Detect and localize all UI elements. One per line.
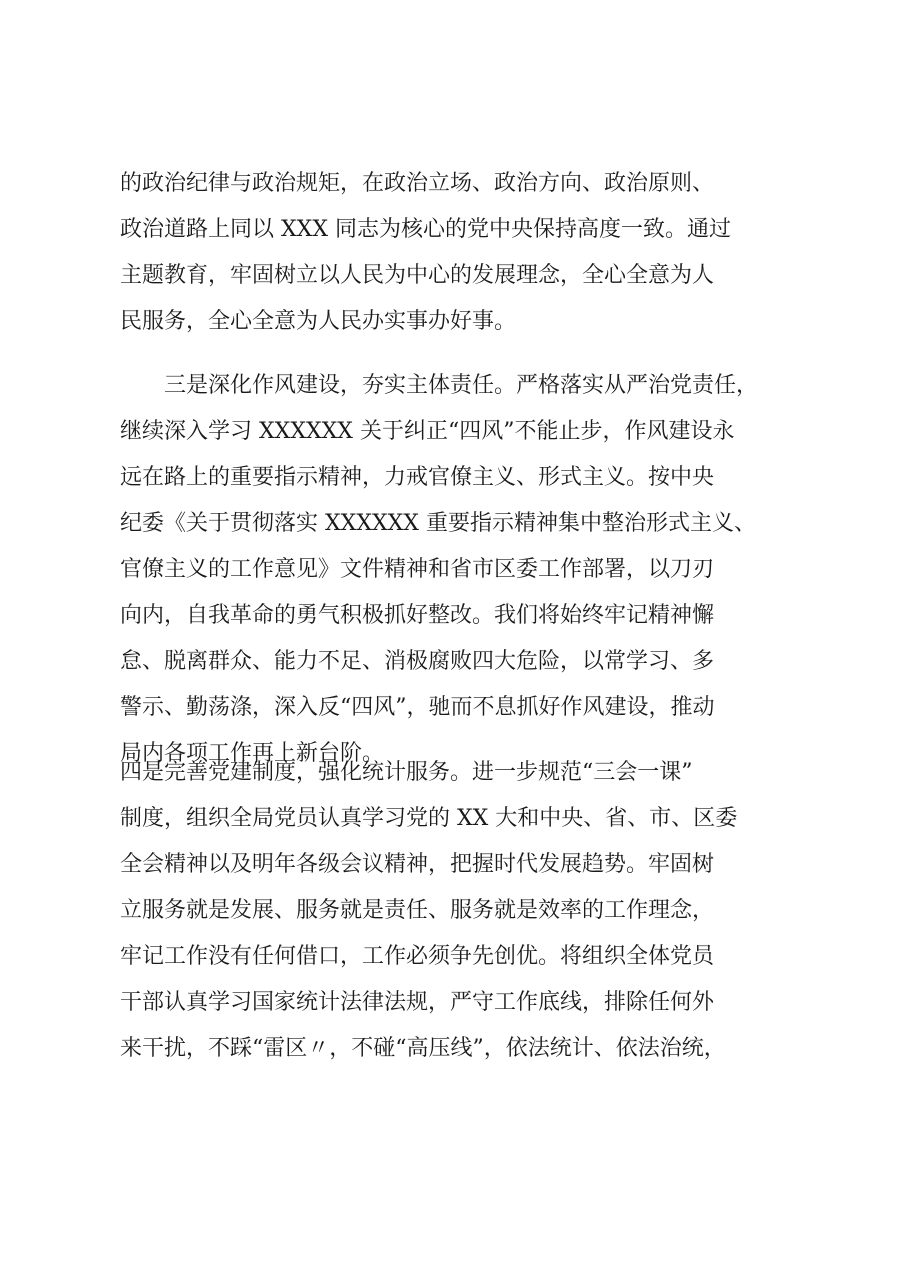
paragraph-2 [120,363,810,777]
paragraph-line: 干部认真学习国家统计法律法规，严守工作底线，排除任何外 [120,990,715,1015]
paragraph-line: 民服务，全心全意为人民办实事办好事。 [120,309,517,334]
paragraph-line: 的政治纪律与政治规矩，在政治立场、政治方向、政治原则、 [120,171,715,196]
paragraph-line: 三是深化作风建设，夯实主体责任。严格落实从严治党责任， [164,373,759,398]
paragraph-line: 怠、脱离群众、能力不足、消极腐败四大危险，以常学习、多 [120,649,715,674]
paragraph-line: 全会精神以及明年各级会议精神，把握时代发展趋势。牢固树 [120,852,715,877]
paragraph-line: 来干扰，不踩“雷区〃，不碰“高压线”，依法统计、依法治统， [120,1036,726,1061]
paragraph-line: 继续深入学习 XXXXXX 关于纠正“四风”不能止步，作风建设永 [120,419,735,444]
paragraph-1 [120,161,810,345]
paragraph-line: 警示、勤荡涤，深入反“四风”，驰而不息抓好作风建设，推动 [120,695,715,720]
paragraph-line: 纪委《关于贯彻落实 XXXXXX 重要指示精神集中整治形式主义、 [120,511,756,536]
paragraph-line: 主题教育，牢固树立以人民为中心的发展理念，全心全意为人 [120,263,715,288]
paragraph-line: 立服务就是发展、服务就是责任、服务就是效率的工作理念， [120,898,715,923]
paragraph-line: 局内各项工作再上新台阶。 [120,741,385,766]
paragraph-3 [120,750,810,1072]
paragraph-line: 政治道路上同以 XXX 同志为核心的党中央保持高度一致。通过 [120,217,731,242]
paragraph-line: 制度，组织全局党员认真学习党的 XX 大和中央、省、市、区委 [120,806,738,831]
paragraph-line: 四是完善党建制度，强化统计服务。进一步规范“三会一课” [120,760,693,785]
paragraph-line: 远在路上的重要指示精神，力戒官僚主义、形式主义。按中央 [120,465,715,490]
paragraph-line: 官僚主义的工作意见》文件精神和省市区委工作部署，以刀刃 [120,557,715,582]
paragraph-line: 牢记工作没有任何借口，工作必须争先创优。将组织全体党员 [120,944,715,969]
paragraph-line: 向内，自我革命的勇气积极抓好整改。我们将始终牢记精神懈 [120,603,715,628]
